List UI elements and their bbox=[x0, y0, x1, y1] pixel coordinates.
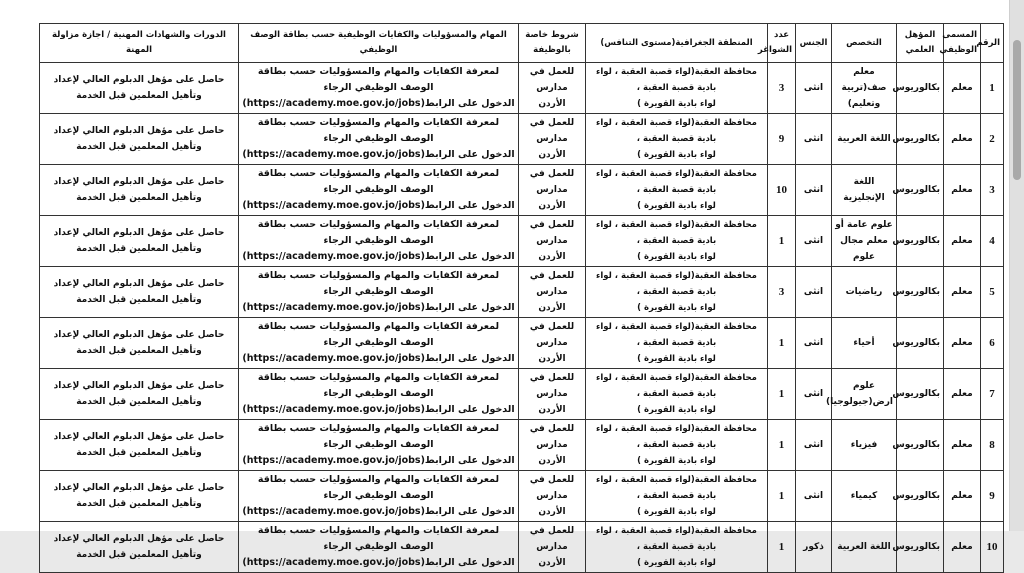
cell-duties bbox=[239, 216, 519, 267]
duties-link[interactable]: الدخول على الرابط(https://academy.moe.gov.jo/jobs) bbox=[242, 404, 515, 415]
header-gender: الجنس bbox=[796, 24, 832, 63]
cell-gender: انثى bbox=[796, 216, 832, 267]
region-line-1: محافظة العقبة(لواء قصبة العقبة ، لواء بادية قصبة العقبة ، bbox=[596, 271, 757, 297]
cell-courses: حاصل على مؤهل الدبلوم العالي لإعداد وتأهيل المعلمين قبل الخدمة bbox=[40, 267, 239, 318]
cell-gender: انثى bbox=[796, 165, 832, 216]
cell-no: 1 bbox=[981, 63, 1004, 114]
cell-region bbox=[586, 318, 768, 369]
cell-no: 9 bbox=[981, 471, 1004, 522]
region-line-1: محافظة العقبة(لواء قصبة العقبة ، لواء بادية قصبة العقبة ، bbox=[596, 220, 757, 246]
header-qualification: المؤهل العلمي bbox=[897, 24, 944, 63]
duties-line-1: لمعرفة الكفايات والمهام والمسؤوليات حسب بطاقة الوصف الوظيفي الرجاء bbox=[257, 219, 500, 246]
cell-conditions: للعمل في مدارس الأردن bbox=[519, 63, 586, 114]
cell-gender: انثى bbox=[796, 63, 832, 114]
cell-region bbox=[586, 63, 768, 114]
duties-line-1: لمعرفة الكفايات والمهام والمسؤوليات حسب بطاقة الوصف الوظيفي الرجاء bbox=[257, 168, 500, 195]
cell-qualification: بكالوريوس bbox=[897, 267, 944, 318]
cell-conditions: للعمل في مدارس الأردن bbox=[519, 471, 586, 522]
cell-duties bbox=[239, 267, 519, 318]
duties-line-1: لمعرفة الكفايات والمهام والمسؤوليات حسب بطاقة الوصف الوظيفي الرجاء bbox=[257, 423, 500, 450]
duties-line-1: لمعرفة الكفايات والمهام والمسؤوليات حسب بطاقة الوصف الوظيفي الرجاء bbox=[257, 321, 500, 348]
cell-vacancies: 1 bbox=[768, 216, 796, 267]
cell-conditions: للعمل في مدارس الأردن bbox=[519, 420, 586, 471]
cell-title: معلم bbox=[944, 420, 981, 471]
cell-qualification: بكالوريوس bbox=[897, 471, 944, 522]
cell-duties bbox=[239, 369, 519, 420]
duties-link[interactable]: الدخول على الرابط(https://academy.moe.gov.jo/jobs) bbox=[242, 302, 515, 313]
cell-qualification: بكالوريوس bbox=[897, 114, 944, 165]
cell-gender: انثى bbox=[796, 369, 832, 420]
cell-duties bbox=[239, 318, 519, 369]
cell-region bbox=[586, 471, 768, 522]
cell-duties bbox=[239, 471, 519, 522]
cell-vacancies: 3 bbox=[768, 63, 796, 114]
cell-specialization: رياضيات bbox=[832, 267, 897, 318]
cell-courses: حاصل على مؤهل الدبلوم العالي لإعداد وتأهيل المعلمين قبل الخدمة bbox=[40, 471, 239, 522]
cell-title: معلم bbox=[944, 114, 981, 165]
cell-vacancies: 3 bbox=[768, 267, 796, 318]
cell-title: معلم bbox=[944, 369, 981, 420]
cell-no: 7 bbox=[981, 369, 1004, 420]
region-line-1: محافظة العقبة(لواء قصبة العقبة ، لواء بادية قصبة العقبة ، bbox=[596, 322, 757, 348]
duties-link[interactable]: الدخول على الرابط(https://academy.moe.gov.jo/jobs) bbox=[242, 353, 515, 364]
duties-line-1: لمعرفة الكفايات والمهام والمسؤوليات حسب بطاقة الوصف الوظيفي الرجاء bbox=[257, 525, 500, 552]
table-row bbox=[40, 114, 1004, 165]
cell-qualification: بكالوريوس bbox=[897, 318, 944, 369]
cell-region bbox=[586, 369, 768, 420]
header-title: المسمى الوظيفي bbox=[944, 24, 981, 63]
cell-region bbox=[586, 165, 768, 216]
cell-no: 10 bbox=[981, 522, 1004, 573]
cell-title: معلم bbox=[944, 165, 981, 216]
duties-link[interactable]: الدخول على الرابط(https://academy.moe.gov.jo/jobs) bbox=[242, 251, 515, 262]
table-row bbox=[40, 369, 1004, 420]
cell-title: معلم bbox=[944, 216, 981, 267]
region-line-2: لواء بادية القويرة ) bbox=[637, 303, 716, 313]
cell-specialization: أحياء bbox=[832, 318, 897, 369]
cell-conditions: للعمل في مدارس الأردن bbox=[519, 216, 586, 267]
header-region: المنطقة الجغرافية(مستوى التنافس) bbox=[586, 24, 768, 63]
table-row bbox=[40, 420, 1004, 471]
cell-qualification: بكالوريوس bbox=[897, 216, 944, 267]
vertical-scrollbar[interactable] bbox=[1009, 0, 1024, 531]
cell-qualification: بكالوريوس bbox=[897, 63, 944, 114]
cell-conditions: للعمل في مدارس الأردن bbox=[519, 267, 586, 318]
duties-link[interactable]: الدخول على الرابط(https://academy.moe.gov.jo/jobs) bbox=[242, 506, 515, 517]
cell-region bbox=[586, 216, 768, 267]
region-line-2: لواء بادية القويرة ) bbox=[637, 354, 716, 364]
cell-courses: حاصل على مؤهل الدبلوم العالي لإعداد وتأهيل المعلمين قبل الخدمة bbox=[40, 63, 239, 114]
region-line-1: محافظة العقبة(لواء قصبة العقبة ، لواء بادية قصبة العقبة ، bbox=[596, 424, 757, 450]
duties-link[interactable]: الدخول على الرابط(https://academy.moe.gov.jo/jobs) bbox=[242, 149, 515, 160]
cell-vacancies: 9 bbox=[768, 114, 796, 165]
cell-title: معلم bbox=[944, 63, 981, 114]
header-no: الرقم bbox=[981, 24, 1004, 63]
cell-title: معلم bbox=[944, 471, 981, 522]
cell-specialization: اللغة الإنجليزية bbox=[832, 165, 897, 216]
header-courses: الدورات والشهادات المهنية / اجازة مزاولة المهنة bbox=[40, 24, 239, 63]
table-row bbox=[40, 216, 1004, 267]
vacancies-table bbox=[39, 23, 1004, 573]
cell-courses: حاصل على مؤهل الدبلوم العالي لإعداد وتأهيل المعلمين قبل الخدمة bbox=[40, 522, 239, 573]
cell-specialization: علوم عامة أو معلم مجال علوم bbox=[832, 216, 897, 267]
region-line-2: لواء بادية القويرة ) bbox=[637, 201, 716, 211]
cell-specialization: علوم ارض(جيولوجيا) bbox=[832, 369, 897, 420]
cell-gender: انثى bbox=[796, 420, 832, 471]
cell-duties bbox=[239, 522, 519, 573]
region-line-2: لواء بادية القويرة ) bbox=[637, 507, 716, 517]
table-header-row bbox=[40, 24, 1004, 63]
header-duties: المهام والمسؤوليات والكفايات الوظيفية حسب بطاقة الوصف الوظيفي bbox=[239, 24, 519, 63]
cell-region bbox=[586, 267, 768, 318]
table-row bbox=[40, 63, 1004, 114]
cell-gender: انثى bbox=[796, 267, 832, 318]
cell-gender: انثى bbox=[796, 318, 832, 369]
cell-vacancies: 10 bbox=[768, 165, 796, 216]
region-line-1: محافظة العقبة(لواء قصبة العقبة ، لواء بادية قصبة العقبة ، bbox=[596, 169, 757, 195]
region-line-1: محافظة العقبة(لواء قصبة العقبة ، لواء بادية قصبة العقبة ، bbox=[596, 526, 757, 552]
cell-conditions: للعمل في مدارس الأردن bbox=[519, 318, 586, 369]
region-line-1: محافظة العقبة(لواء قصبة العقبة ، لواء بادية قصبة العقبة ، bbox=[596, 67, 757, 93]
cell-vacancies: 1 bbox=[768, 522, 796, 573]
cell-qualification: بكالوريوس bbox=[897, 522, 944, 573]
cell-title: معلم bbox=[944, 522, 981, 573]
cell-vacancies: 1 bbox=[768, 420, 796, 471]
cell-vacancies: 1 bbox=[768, 318, 796, 369]
cell-duties bbox=[239, 165, 519, 216]
cell-vacancies: 1 bbox=[768, 369, 796, 420]
duties-link[interactable]: الدخول على الرابط(https://academy.moe.gov.jo/jobs) bbox=[242, 557, 515, 568]
cell-courses: حاصل على مؤهل الدبلوم العالي لإعداد وتأهيل المعلمين قبل الخدمة bbox=[40, 420, 239, 471]
cell-no: 6 bbox=[981, 318, 1004, 369]
cell-region bbox=[586, 114, 768, 165]
cell-specialization: معلم صف(تربية وتعليم) bbox=[832, 63, 897, 114]
duties-line-1: لمعرفة الكفايات والمهام والمسؤوليات حسب بطاقة الوصف الوظيفي الرجاء bbox=[257, 66, 500, 93]
table-row bbox=[40, 471, 1004, 522]
cell-duties bbox=[239, 63, 519, 114]
header-vacancies: عدد الشواغر bbox=[768, 24, 796, 63]
region-line-2: لواء بادية القويرة ) bbox=[637, 150, 716, 160]
table-row bbox=[40, 318, 1004, 369]
duties-line-1: لمعرفة الكفايات والمهام والمسؤوليات حسب بطاقة الوصف الوظيفي الرجاء bbox=[257, 372, 500, 399]
region-line-2: لواء بادية القويرة ) bbox=[637, 558, 716, 568]
header-conditions: شروط خاصة بالوظيفة bbox=[519, 24, 586, 63]
cell-conditions: للعمل في مدارس الأردن bbox=[519, 165, 586, 216]
region-line-2: لواء بادية القويرة ) bbox=[637, 456, 716, 466]
duties-link[interactable]: الدخول على الرابط(https://academy.moe.gov.jo/jobs) bbox=[242, 98, 515, 109]
cell-duties bbox=[239, 114, 519, 165]
cell-specialization: اللغة العربية bbox=[832, 522, 897, 573]
cell-courses: حاصل على مؤهل الدبلوم العالي لإعداد وتأهيل المعلمين قبل الخدمة bbox=[40, 114, 239, 165]
table-row bbox=[40, 165, 1004, 216]
cell-title: معلم bbox=[944, 318, 981, 369]
cell-no: 3 bbox=[981, 165, 1004, 216]
duties-line-1: لمعرفة الكفايات والمهام والمسؤوليات حسب بطاقة الوصف الوظيفي الرجاء bbox=[257, 117, 500, 144]
duties-line-1: لمعرفة الكفايات والمهام والمسؤوليات حسب بطاقة الوصف الوظيفي الرجاء bbox=[257, 270, 500, 297]
duties-line-1: لمعرفة الكفايات والمهام والمسؤوليات حسب بطاقة الوصف الوظيفي الرجاء bbox=[257, 474, 500, 501]
cell-specialization: كيمياء bbox=[832, 471, 897, 522]
region-line-2: لواء بادية القويرة ) bbox=[637, 99, 716, 109]
region-line-1: محافظة العقبة(لواء قصبة العقبة ، لواء بادية قصبة العقبة ، bbox=[596, 373, 757, 399]
header-specialization: التخصص bbox=[832, 24, 897, 63]
cell-vacancies: 1 bbox=[768, 471, 796, 522]
table-row bbox=[40, 267, 1004, 318]
table-body bbox=[40, 63, 1004, 573]
cell-title: معلم bbox=[944, 267, 981, 318]
cell-courses: حاصل على مؤهل الدبلوم العالي لإعداد وتأهيل المعلمين قبل الخدمة bbox=[40, 216, 239, 267]
cell-courses: حاصل على مؤهل الدبلوم العالي لإعداد وتأهيل المعلمين قبل الخدمة bbox=[40, 369, 239, 420]
cell-gender: ذكور bbox=[796, 522, 832, 573]
cell-qualification: بكالوريوس bbox=[897, 165, 944, 216]
cell-courses: حاصل على مؤهل الدبلوم العالي لإعداد وتأهيل المعلمين قبل الخدمة bbox=[40, 165, 239, 216]
cell-gender: انثى bbox=[796, 471, 832, 522]
cell-region bbox=[586, 522, 768, 573]
cell-no: 5 bbox=[981, 267, 1004, 318]
duties-link[interactable]: الدخول على الرابط(https://academy.moe.gov.jo/jobs) bbox=[242, 455, 515, 466]
cell-conditions: للعمل في مدارس الأردن bbox=[519, 369, 586, 420]
cell-conditions: للعمل في مدارس الأردن bbox=[519, 522, 586, 573]
cell-specialization: اللغة العربية bbox=[832, 114, 897, 165]
region-line-2: لواء بادية القويرة ) bbox=[637, 405, 716, 415]
cell-no: 2 bbox=[981, 114, 1004, 165]
region-line-2: لواء بادية القويرة ) bbox=[637, 252, 716, 262]
cell-no: 8 bbox=[981, 420, 1004, 471]
cell-gender: انثى bbox=[796, 114, 832, 165]
cell-courses: حاصل على مؤهل الدبلوم العالي لإعداد وتأهيل المعلمين قبل الخدمة bbox=[40, 318, 239, 369]
cell-region bbox=[586, 420, 768, 471]
scrollbar-thumb[interactable] bbox=[1013, 40, 1021, 180]
region-line-1: محافظة العقبة(لواء قصبة العقبة ، لواء بادية قصبة العقبة ، bbox=[596, 118, 757, 144]
cell-specialization: فيزياء bbox=[832, 420, 897, 471]
cell-qualification: بكالوريوس bbox=[897, 420, 944, 471]
cell-conditions: للعمل في مدارس الأردن bbox=[519, 114, 586, 165]
cell-qualification: بكالوريوس bbox=[897, 369, 944, 420]
region-line-1: محافظة العقبة(لواء قصبة العقبة ، لواء بادية قصبة العقبة ، bbox=[596, 475, 757, 501]
cell-duties bbox=[239, 420, 519, 471]
duties-link[interactable]: الدخول على الرابط(https://academy.moe.gov.jo/jobs) bbox=[242, 200, 515, 211]
cell-no: 4 bbox=[981, 216, 1004, 267]
table-row bbox=[40, 522, 1004, 573]
